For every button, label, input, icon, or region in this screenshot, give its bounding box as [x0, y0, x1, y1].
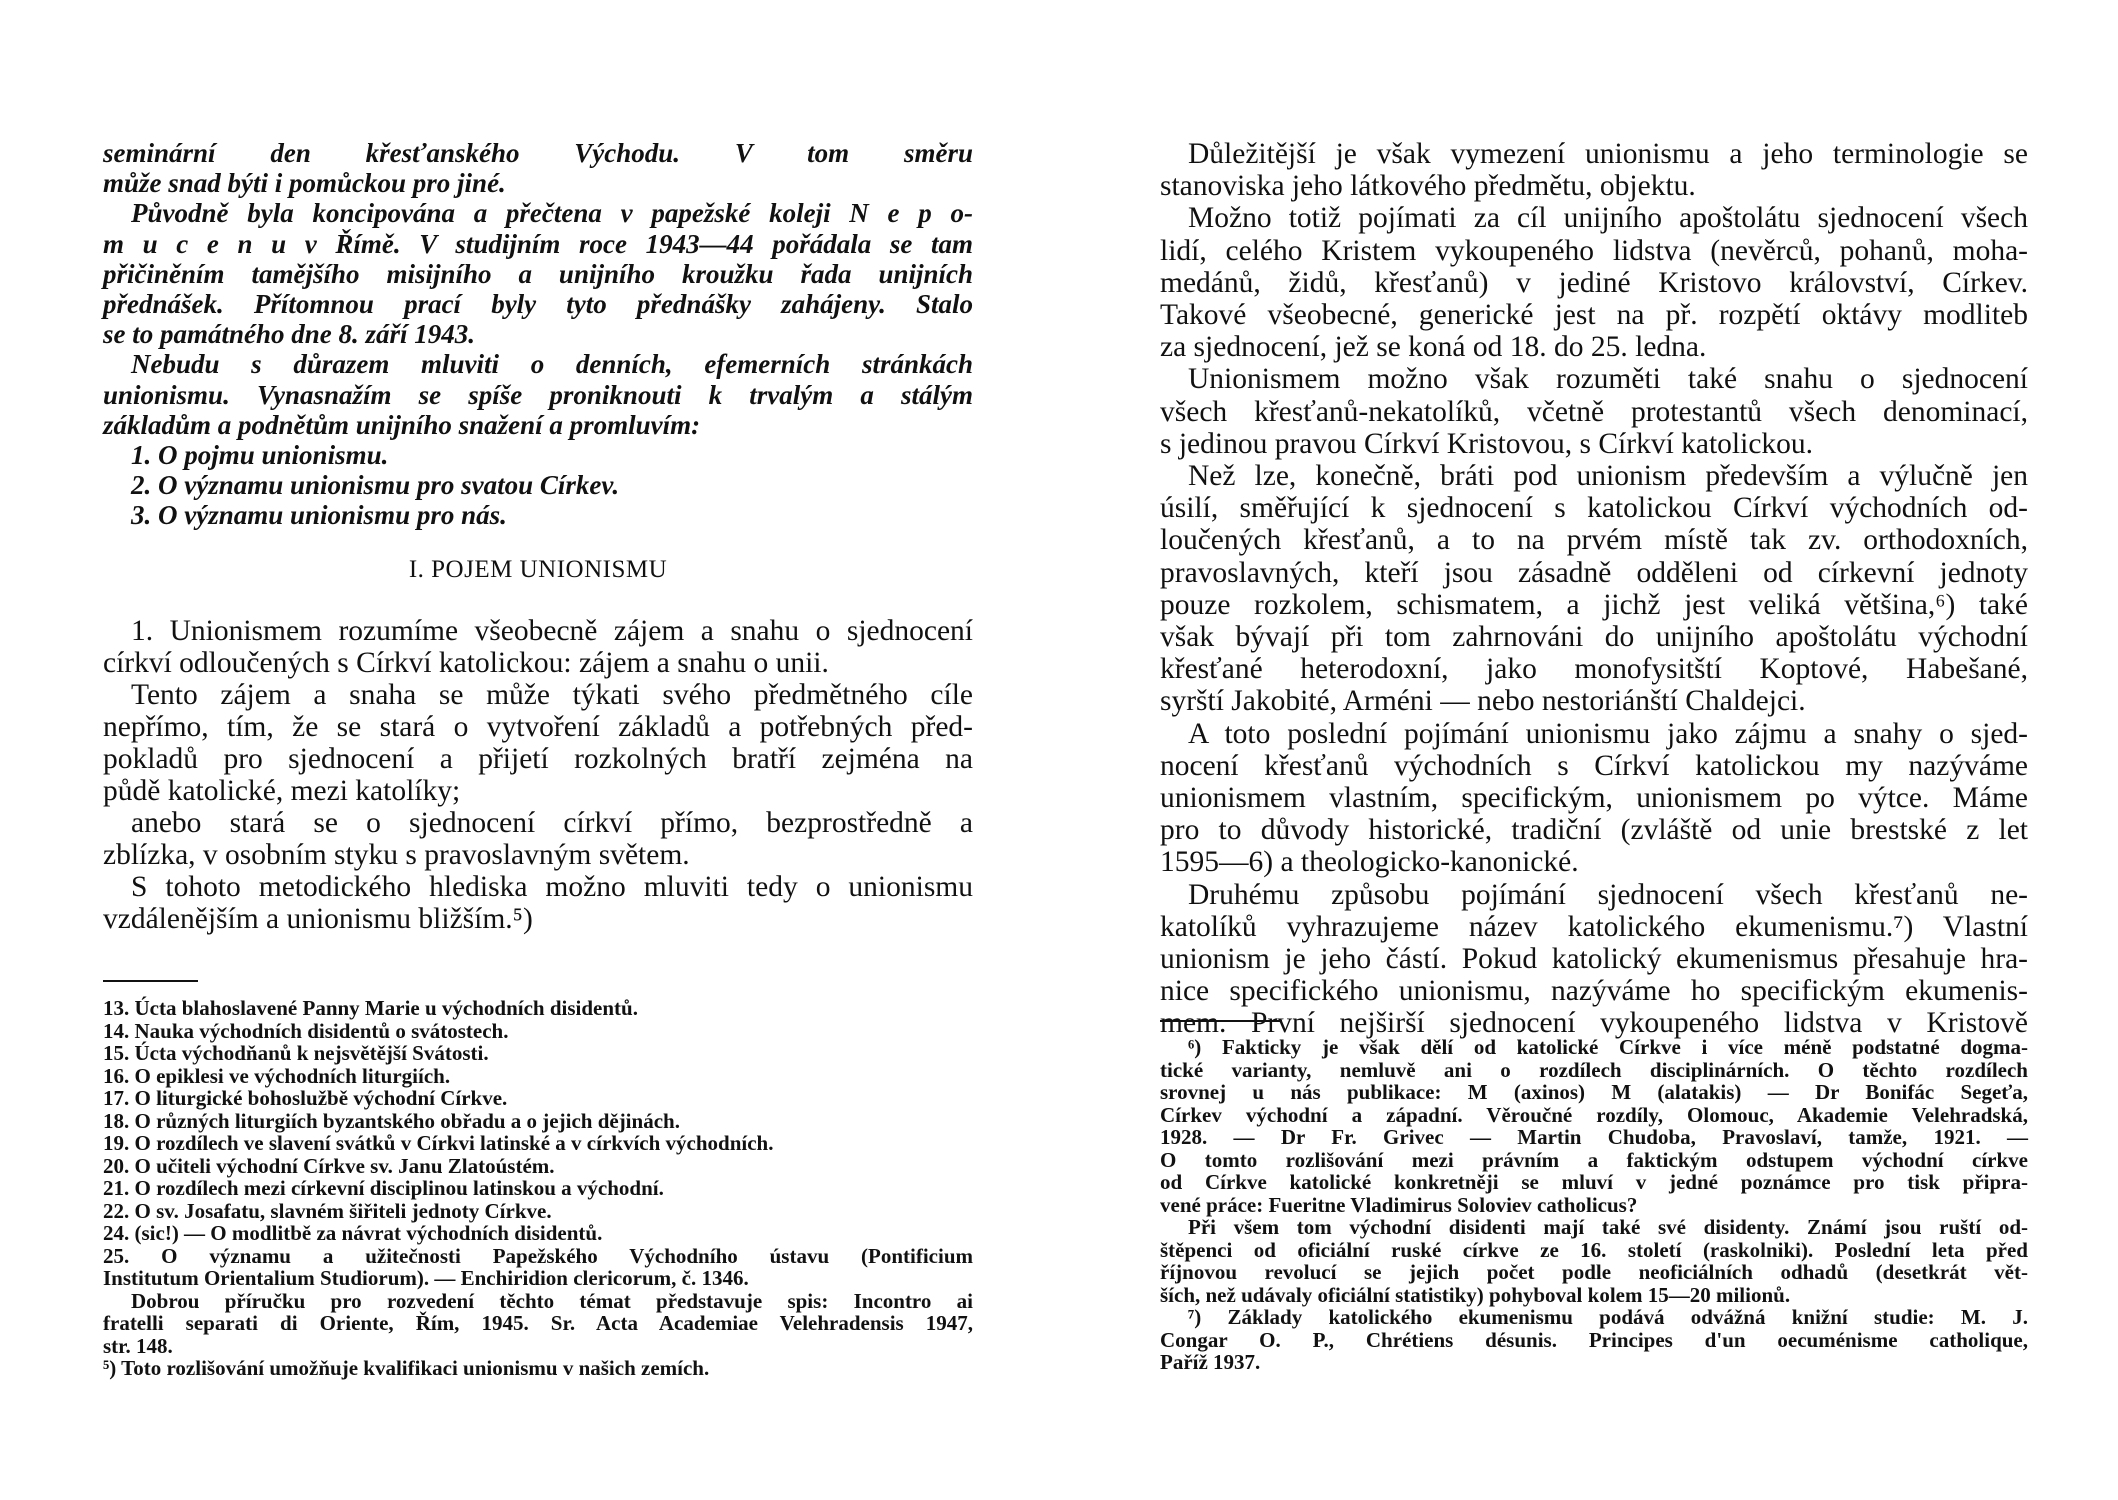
text-line: 1595—6) a theologicko-kanonické.: [1160, 846, 1579, 879]
left-footnotes: [103, 997, 973, 1380]
footnote-line: Paříž 1937.: [1160, 1350, 1261, 1374]
text-line: 1. Unionismem rozumíme všeobecně zájem a snahu o sjednocení: [131, 615, 973, 647]
footnote-line: 20. O učiteli východní Církve sv. Janu Zlatoústém.: [103, 1153, 555, 1178]
text-line: pokladů pro sjednocení a přijetí rozkolných bratří zejména na: [103, 743, 973, 775]
text-line: může snad býti i pomůckou pro jiné.: [103, 168, 506, 199]
footnote-line: str. 148.: [103, 1333, 173, 1358]
text-line: nepřímo, tím, že se stará o vytvoření základů a potřebných před-: [103, 711, 973, 743]
footnote-line: Církev východní a západní. Věroučné rozdíly, Olomouc, Akademie Velehradská,: [1160, 1102, 2028, 1127]
text-line: církví odloučených s Církví katolickou: zájem a snahu o unii.: [103, 647, 829, 679]
text-line: mem. První nejširší sjednocení vykoupeného lidstva v Kristově: [1160, 1007, 2028, 1040]
text-line: unionismem vlastním, specifickým, unionismem po výtce. Máme: [1160, 782, 2028, 815]
footnote-line: ⁶) Fakticky je však dělí od katolické Církve i více méně podstatné dogma-: [1188, 1035, 2028, 1059]
left-page: [103, 0, 973, 1500]
text-line: nice specifického unionismu, nazýváme ho specifickým ekumenis-: [1160, 975, 2028, 1008]
text-line: Důležitější je však vymezení unionismu a jeho terminologie se: [1188, 138, 2028, 170]
text-line: s jedinou pravou Církví Kristovou, s Církví katolickou.: [1160, 427, 1814, 460]
text-line: Takové všeobecné, generické jest na př. rozpětí oktávy modliteb: [1160, 299, 2028, 332]
footnote-line: fratelli separati di Oriente, Řím, 1945. Sr. Acta Academiae Velehradensis 1947,: [103, 1311, 973, 1335]
text-line: lidí, celého Kristem vykoupeného lidstva (nevěrců, pohanů, moha-: [1160, 234, 2028, 267]
footnote-line: O tomto rozlišování mezi právním a faktickým odstupem východní církve: [1160, 1147, 2028, 1172]
text-line: Unionismem možno však rozuměti také snahu o sjednocení: [1188, 363, 2028, 396]
footnote-line: ších, než udávaly oficiální statistiky) pohyboval kolem 15—20 milionů.: [1160, 1282, 1791, 1307]
footnote-line: 1928. — Dr Fr. Grivec — Martin Chudoba, Pravoslaví, tamže, 1921. —: [1160, 1125, 2028, 1149]
text-line: Tento zájem a snaha se může týkati svého předmětného cíle: [131, 679, 973, 711]
text-line: seminární den křesťanského Východu. V tom směru: [103, 138, 973, 168]
footnote-divider-left: [103, 980, 198, 982]
text-line: Původně byla koncipována a přečtena v papežské koleji N e p o-: [131, 198, 973, 229]
text-line: Než lze, konečně, bráti pod unionism především a výlučně jen: [1188, 460, 2028, 493]
outline-item: 2. O významu unionismu pro svatou Církev.: [131, 470, 620, 501]
text-line: vzdálenějším a unionismu bližším.⁵): [103, 903, 533, 935]
text-line: katolíků vyhrazujeme název katolického ekumenismu.⁷) Vlastní: [1160, 910, 2028, 943]
text-line: přičiněním tamějšího misijního a unijního kroužku řada unijních: [103, 258, 973, 289]
footnote-line: štěpenci od oficiální ruské církve ze 16. století (raskolniki). Poslední leta před: [1160, 1237, 2028, 1262]
footnote-line: Dobrou příručku pro rozvedení těchto témat představuje spis: Incontro ai: [131, 1288, 973, 1313]
footnote-line: srovnej u nás publikace: M (axinos) M (alatakis) — Dr Bonifác Segeťa,: [1160, 1080, 2028, 1104]
footnote-line: od Církve katolické konkretněji se mluví v jedné poznámce pro tisk připra-: [1160, 1170, 2028, 1194]
text-line: stanoviska jeho látkového předmětu, objektu.: [1160, 170, 1696, 203]
text-line: medánů, židů, křesťanů) v jediné Kristovo království, Církev.: [1160, 266, 2028, 299]
text-line: přednášek. Přítomnou prací byly tyto přednášky zahájeny. Stalo: [103, 289, 973, 320]
footnote-line: 22. O sv. Josafatu, slavném šiřiteli jednoty Církve.: [103, 1198, 552, 1223]
right-page: [1160, 0, 2028, 1500]
text-line: však bývají při tom zahrnováni do unijního apoštolátu východní: [1160, 621, 2028, 654]
text-line: pro to důvody historické, tradiční (zvláště od unie brestské z let: [1160, 814, 2028, 847]
text-line: se to památného dne 8. září 1943.: [103, 319, 476, 350]
footnote-line: 17. O liturgické bohoslužbě východní Církve.: [103, 1086, 508, 1110]
text-line: unionismu. Vynasnažím se spíše proniknouti k trvalým a stálým: [103, 379, 973, 410]
text-line: m u c e n u v Římě. V studijním roce 1943—44 pořádala se tam: [103, 228, 973, 259]
left-main-text: [103, 615, 973, 935]
text-line: zblízka, v osobním styku s pravoslavným světem.: [103, 839, 690, 871]
footnote-line: Při všem tom východní disidenti mají také své disidenty. Známí jsou ruští od-: [1188, 1215, 2028, 1239]
text-line: S tohoto metodického hlediska možno mluviti tedy o unionismu: [131, 871, 973, 903]
text-line: za sjednocení, jež se koná od 18. do 25. ledna.: [1160, 331, 1707, 364]
text-line: anebo stará se o sjednocení církví přímo, bezprostředně a: [131, 807, 973, 839]
right-footnotes: [1160, 1036, 2028, 1374]
text-line: pouze rozkolem, schismatem, a jichž jest veliká většina,⁶) také: [1160, 588, 2028, 621]
text-line: půdě katolické, mezi katolíky;: [103, 775, 461, 807]
footnote-line: Institutum Orientalium Studiorum). — Enchiridion clericorum, č. 1346.: [103, 1266, 749, 1290]
outline-item: 3. O významu unionismu pro nás.: [131, 500, 507, 531]
text-line: křesťané heterodoxní, jako monofysitští Koptové, Habešané,: [1160, 653, 2028, 686]
section-heading: I. POJEM UNIONISMU: [408, 556, 668, 583]
footnote-divider-right: [1160, 1020, 1282, 1022]
text-line: A toto poslední pojímání unionismu jako zájmu a snahy o sjed-: [1188, 717, 2028, 750]
text-line: Druhému způsobu pojímání sjednocení všech křesťanů ne-: [1188, 878, 2028, 911]
footnote-line: ⁵) Toto rozlišování umožňuje kvalifikaci unionismu v našich zemích.: [103, 1356, 710, 1380]
text-line: všech křesťanů-nekatolíků, včetně protestantů všech denominací,: [1160, 395, 2028, 428]
outline-item: 1. O pojmu unionismu.: [131, 440, 389, 471]
text-line: základům a podnětům unijního snažení a promluvím:: [103, 409, 701, 440]
text-line: syrští Jakobité, Arméni — nebo nestoriánští Chaldejci.: [1160, 685, 1806, 718]
left-intro-paragraphs: [103, 138, 973, 531]
footnote-line: Congar O. P., Chrétiens désunis. Principes d'un oecuménisme catholique,: [1160, 1327, 2028, 1352]
footnote-line: vené práce: Fueritne Vladimirus Soloviev catholicus?: [1160, 1192, 1638, 1217]
footnote-line: 14. Nauka východních disidentů o svátostech.: [103, 1018, 509, 1043]
right-main-text: [1160, 138, 2028, 1040]
text-line: Možno totiž pojímati za cíl unijního apoštolátu sjednocení všech: [1188, 202, 2028, 235]
text-line: Nebudu s důrazem mluviti o denních, efemerních stránkách: [131, 349, 973, 380]
footnote-line: 13. Úcta blahoslavené Panny Marie u východních disidentů.: [103, 996, 638, 1020]
footnote-line: 21. O rozdílech mezi církevní disciplinou latinskou a východní.: [103, 1176, 664, 1200]
footnote-line: 18. O různých liturgiích byzantského obřadu a o jejich dějinách.: [103, 1108, 680, 1133]
text-line: loučených křesťanů, a to na prvém místě tak zv. orthodoxních,: [1160, 524, 2028, 557]
text-line: nocení křesťanů východních s Církví katolickou my nazýváme: [1160, 749, 2028, 782]
footnote-line: říjnovou revolucí se jejich počet podle neoficiálních odhadů (desetkrát vět-: [1160, 1260, 2028, 1284]
text-line: unionism je jeho částí. Pokud katolický ekumenismus přesahuje hra-: [1160, 943, 2028, 976]
footnote-line: ⁷) Základy katolického ekumenismu podává odvážná knižní studie: M. J.: [1188, 1305, 2028, 1329]
text-line: úsilí, směřující k sjednocení s katolickou Církví východních od-: [1160, 492, 2028, 525]
footnote-line: 16. O epiklesi ve východních liturgiích.: [103, 1063, 451, 1088]
footnote-line: 15. Úcta východňanů k nejsvětější Svátosti.: [103, 1041, 489, 1065]
footnote-line: 25. O významu a užitečnosti Papežského Východního ústavu (Pontificium: [103, 1243, 973, 1268]
footnote-line: tické varianty, nemluvě ani o rozdílech disciplinárních. O těchto rozdílech: [1160, 1057, 2028, 1082]
text-line: pravoslavných, kteří jsou zásadně odděleni od církevní jednoty: [1160, 556, 2028, 589]
footnote-line: 19. O rozdílech ve slavení svátků v Církvi latinské a v církvích východních.: [103, 1131, 774, 1155]
footnote-line: 24. (sic!) — O modlitbě za návrat východních disidentů.: [103, 1221, 603, 1245]
